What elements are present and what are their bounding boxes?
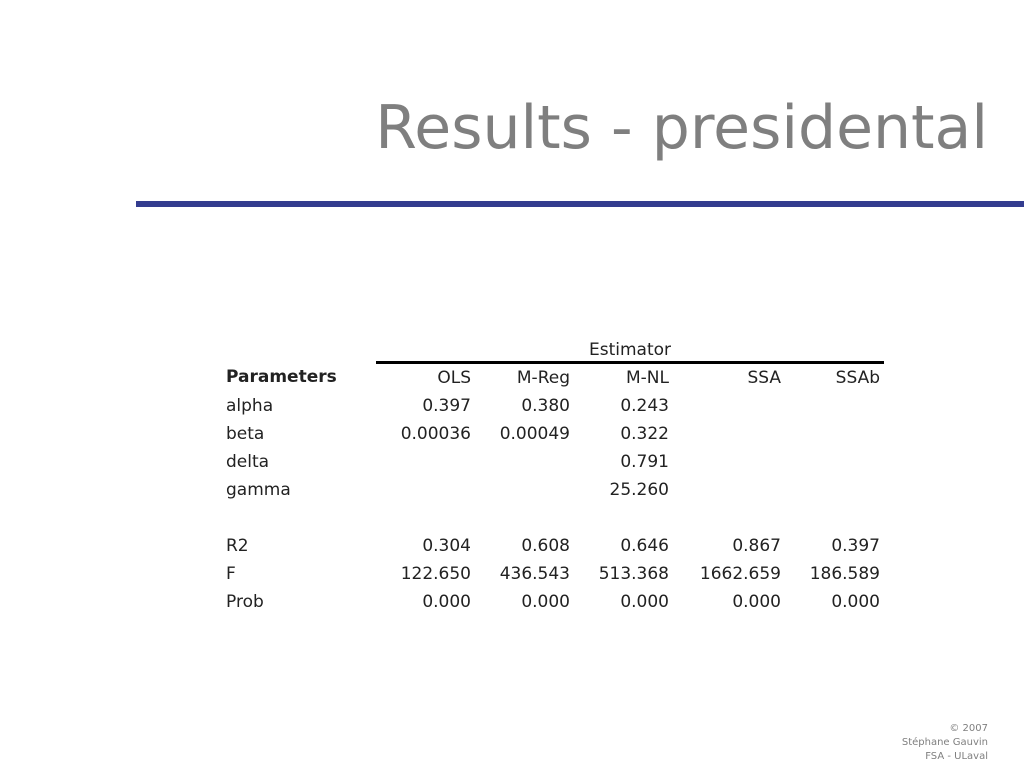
column-header-row [220, 362, 884, 392]
title-divider [136, 201, 1024, 207]
empty-header-cell [220, 334, 376, 362]
table-cell [785, 476, 884, 504]
spacer-cell [220, 504, 884, 532]
affiliation-text: FSA - ULaval [925, 751, 988, 762]
column-header-ols: OLS [437, 367, 471, 388]
table-row [220, 588, 884, 616]
copyright-text: © 2007 [949, 723, 988, 734]
row-label: F [226, 563, 236, 584]
spacer-row [220, 504, 884, 532]
table-cell [475, 476, 574, 504]
table-cell [673, 476, 785, 504]
table-cell: 0.397 [831, 535, 880, 556]
table-cell: 436.543 [499, 563, 570, 584]
table-row [220, 392, 884, 420]
table-cell: 186.589 [809, 563, 880, 584]
table-cell [673, 420, 785, 448]
table-row [220, 476, 884, 504]
table-cell: 0.304 [422, 535, 471, 556]
column-header-m-reg: M-Reg [516, 367, 570, 388]
table-row [220, 420, 884, 448]
table-cell: 0.646 [620, 535, 669, 556]
row-label: beta [226, 423, 265, 444]
table-row [220, 448, 884, 476]
table-row [220, 560, 884, 588]
table-cell: 1662.659 [699, 563, 781, 584]
table-cell [785, 392, 884, 420]
table-cell: 25.260 [609, 479, 669, 500]
table-cell [673, 392, 785, 420]
table-cell [376, 448, 475, 476]
column-header-ssab: SSAb [835, 367, 880, 388]
table-cell: 0.000 [521, 591, 570, 612]
table-row [220, 532, 884, 560]
estimator-header-row [220, 334, 884, 362]
table-cell [785, 448, 884, 476]
table-cell: 0.00049 [499, 423, 570, 444]
table-cell: 0.791 [620, 451, 669, 472]
row-label: Prob [226, 591, 264, 612]
table-cell: 0.000 [422, 591, 471, 612]
estimator-group-header: Estimator [376, 334, 884, 362]
column-header-m-nl: M-NL [626, 367, 669, 388]
table-cell: 0.322 [620, 423, 669, 444]
parameters-header: Parameters [226, 366, 337, 387]
results-table [220, 334, 884, 616]
table-cell: 513.368 [598, 563, 669, 584]
row-label: R2 [226, 535, 249, 556]
table-cell: 0.000 [732, 591, 781, 612]
table-cell: 0.00036 [400, 423, 471, 444]
table-cell: 0.000 [620, 591, 669, 612]
table-cell: 0.397 [422, 395, 471, 416]
table-cell: 122.650 [400, 563, 471, 584]
table-cell: 0.243 [620, 395, 669, 416]
slide-title: Results - presidental [375, 93, 988, 163]
author-text: Stéphane Gauvin [901, 737, 988, 748]
table-cell: 0.000 [831, 591, 880, 612]
table-cell: 0.867 [732, 535, 781, 556]
column-header-ssa: SSA [747, 367, 781, 388]
slide-footer [902, 722, 988, 764]
table-cell [475, 448, 574, 476]
row-label: delta [226, 451, 270, 472]
table-cell: 0.380 [521, 395, 570, 416]
row-label: alpha [226, 395, 274, 416]
table-cell: 0.608 [521, 535, 570, 556]
table-cell [376, 476, 475, 504]
table-cell [785, 420, 884, 448]
table-cell [673, 448, 785, 476]
row-label: gamma [226, 479, 291, 500]
